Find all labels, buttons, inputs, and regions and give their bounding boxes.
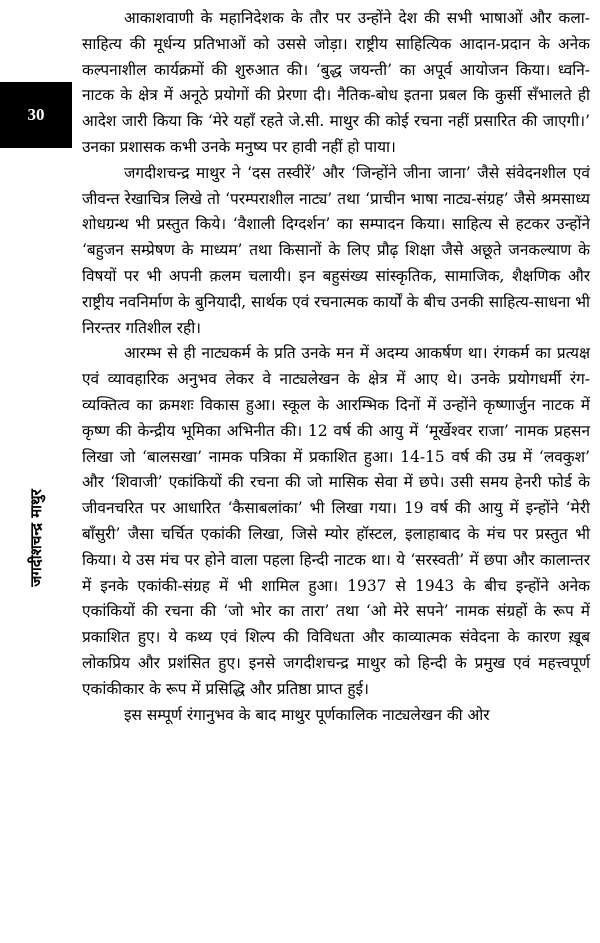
page-number-tab — [0, 82, 72, 148]
page-number: 30 — [27, 105, 45, 124]
paragraph: आरम्भ से ही नाट्यकर्म के प्रति उनके मन में अदम्य आकर्षण था। रंगकर्म का प्रत्यक्ष एवं व्यावहारिक अनुभव लेकर वे नाट्यलेखन के क्षेत्र में आए थे। उनके प्रयोगधर्मी रंग-व्यक्तित्व का क्रमशः विकास हुआ। स्कूल के आरम्भिक दिनों में उन्होंने कृष्णार्जुन नाटक में कृष्ण की केन्द्रीय भूमिका अभिनीत की। 12 वर्ष की आयु में ‘मूर्खेश्वर राजा’ नामक प्रहसन लिखा जो ‘बालसखा’ नामक पत्रिका में प्रकाशित हुआ। 14-15 वर्ष की उम्र में ‘लवकुश’ और ‘शिवाजी’ एकांकियों की रचना की जो मासिक सेवा में छपे। उसी समय हेनरी फोर्ड के जीवनचरित पर आधारित ‘कैसाबलांका’ भी लिखा गया। 19 वर्ष की आयु में इन्होंने ‘मेरी बाँसुरी’ जैसा चर्चित एकांकी लिखा, जिसे म्योर हॉस्टल, इलाहाबाद के मंच पर प्रस्तुत भी किया। ये उस मंच पर होने वाला पहला हिन्दी नाटक था। ये ‘सरस्वती’ में छपा और कालान्तर में इनके एकांकी-संग्रह में भी शामिल हुआ। 1937 से 1943 के बीच इन्होंने अनेक एकांकियों की रचना की ‘जो भोर का तारा’ तथा ‘ओ मेरे सपने’ नामक संग्रहों के रूप में प्रकाशित हुए। ये कथ्य एवं शिल्प की विविधता और काव्यात्मक संवेदना के कारण ख़ूब लोकप्रिय और प्रशंसित हुए। इनसे जगदीशचन्द्र माथुर को हिन्दी के प्रमुख एवं महत्त्वपूर्ण एकांकीकार के रूप में प्रसिद्धि और प्रतिष्ठा प्राप्त हुई। — [82, 344, 590, 698]
running-head — [25, 475, 47, 600]
body-text — [82, 6, 590, 728]
running-head-text: जगदीशचन्द्र माथुर — [27, 488, 45, 587]
paragraph: जगदीशचन्द्र माथुर ने ‘दस तस्वीरें’ और ‘जिन्होंने जीना जाना’ जैसे संवेदनशील एवं जीवन्त रेखाचित्र लिखे तो ‘परम्पराशील नाट्य’ तथा ‘प्राचीन भाषा नाट्य-संग्रह’ जैसे श्रमसाध्य शोधग्रन्थ भी प्रस्तुत किये। ‘वैशाली दिग्दर्शन’ का सम्पादन किया। साहित्य से हटकर उन्होंने ‘बहुजन सम्प्रेषण के माध्यम’ तथा किसानों के लिए प्रौढ़ शिक्षा जैसे अछूते जनकल्याण के विषयों पर भी अपनी क़लम चलायी। इन बहुसंख्य सांस्कृतिक, सामाजिक, शैक्षणिक और राष्ट्रीय नवनिर्माण के बुनियादी, सार्थक एवं रचनात्मक कार्यों के बीच उनकी साहित्य-साधना भी निरन्तर गतिशील रही। — [82, 163, 590, 337]
paragraph: इस सम्पूर्ण रंगानुभव के बाद माथुर पूर्णकालिक नाट्यलेखन की ओर — [124, 705, 490, 724]
paragraph: आकाशवाणी के महानिदेशक के तौर पर उन्होंने देश की सभी भाषाओं और कला-साहित्य की मूर्धन्य प्रतिभाओं को उससे जोड़ा। राष्ट्रीय साहित्यिक आदान-प्रदान के अनेक कल्पनाशील कार्यक्रमों की शुरुआत की। ‘बुद्ध जयन्ती’ का अपूर्व आयोजन किया। ध्वनि-नाटक के क्षेत्र में अनूठे प्रयोगों की प्रेरणा दी। नैतिक-बोध इतना प्रबल कि कुर्सी सँभालते ही आदेश जारी किया कि ‘मेरे यहाँ रहते जे.सी. माथुर की कोई रचना नहीं प्रसारित की जाएगी।’ उनका प्रशासक कभी उनके मनुष्य पर हावी नहीं हो पाया। — [82, 9, 590, 156]
